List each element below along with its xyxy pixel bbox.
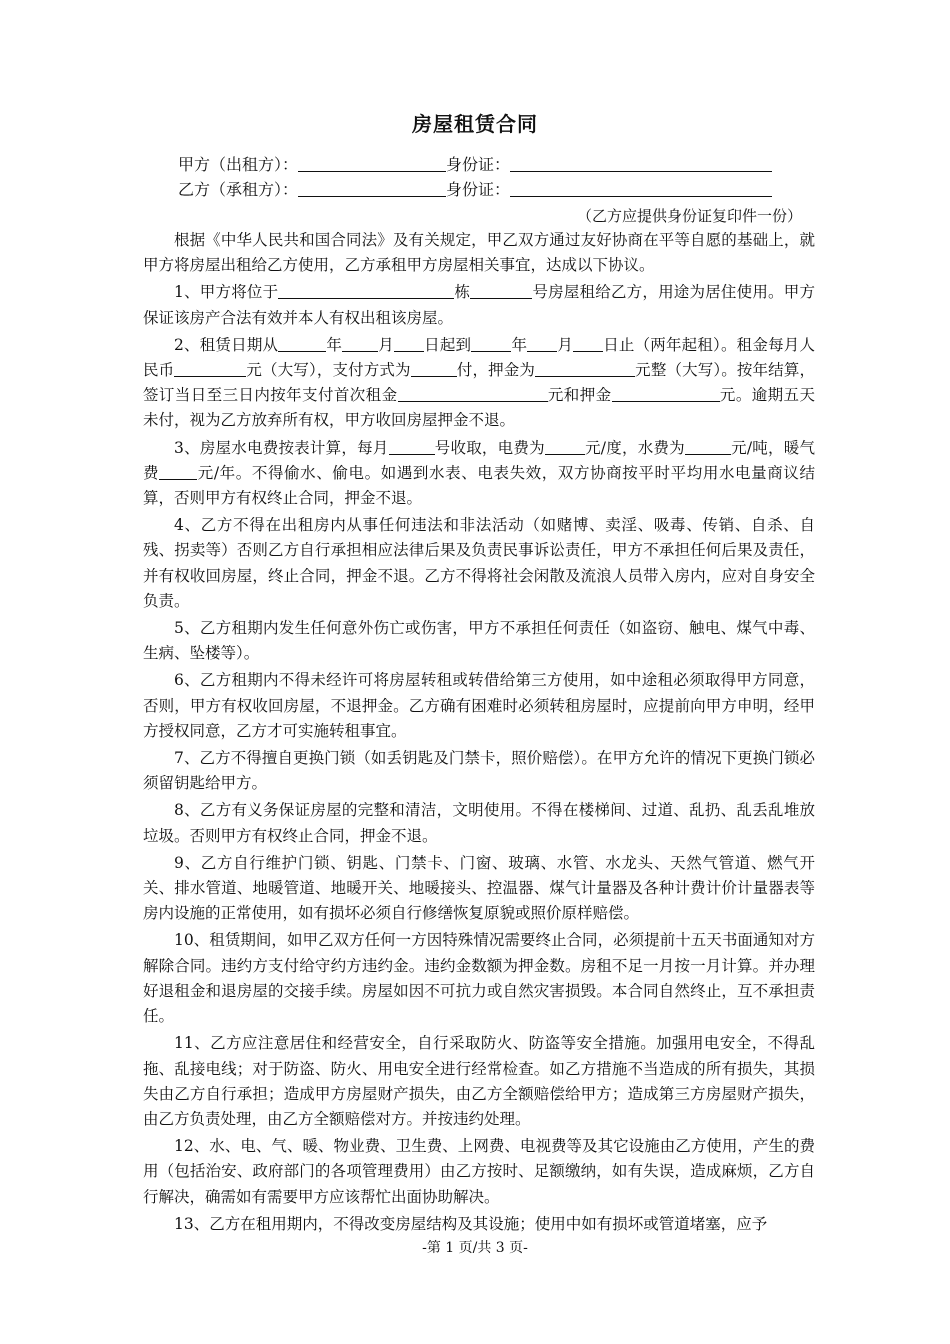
clause-1-text: 1、甲方将位于 [174, 283, 279, 302]
party-b-id-label: 身份证： [446, 180, 511, 199]
clause-2-text: 付，押金为 [456, 361, 536, 380]
clause-3-text: 元/度，水费为 [584, 438, 685, 457]
clause-3-text: 号收取，电费为 [434, 438, 545, 457]
clause-13: 13、乙方在租用期内，不得改变房屋结构及其设施；使用中如有损坏或管道堵塞，应予 [174, 1214, 768, 1233]
clause-6: 6、乙方租期内不得未经许可将房屋转租或转借给第三方使用，如中途租必须取得甲方同意，否则，甲方有权收回房屋，不退押金。乙方确有困难时必须转租房屋时，应提前向甲方申明，经甲方授权同意，乙方才可实施转租事宜。 [143, 671, 815, 740]
id-copy-note: （乙方应提供身份证复印件一份） [576, 207, 802, 225]
clause-7: 7、乙方不得擅自更换门锁（如丢钥匙及门禁卡，照价赔偿）。在甲方允许的情况下更换门锁必须留钥匙给甲方。 [143, 749, 815, 793]
clause-2-text: 月 [378, 335, 394, 354]
start-day-blank [394, 336, 424, 352]
clause-2 [143, 333, 815, 434]
clause-2-text: 年 [511, 335, 528, 354]
party-a-name-blank [298, 155, 446, 172]
party-b-line [178, 177, 772, 200]
billing-day-blank [389, 439, 435, 455]
clause-4: 4、乙方不得在出租房内从事任何违法和非法活动（如赌博、卖淫、吸毒、传销、自杀、自残、拐卖等）否则乙方自行承担相应法律后果及负责民事诉讼责任，甲方不承担任何后果及责任，并有权收回房屋，终止合同，押金不退。乙方不得将社会闲散及流浪人员带入房内，应对自身安全负责。 [143, 516, 815, 610]
clause-2-text: 年 [326, 335, 343, 354]
payment-method-blank [411, 361, 457, 377]
electricity-rate-blank [545, 439, 585, 455]
address-blank [278, 283, 454, 299]
party-a-label: 甲方（出租方）： [178, 155, 299, 174]
clause-5: 5、乙方租期内发生任何意外伤亡或伤害，甲方不承担任何责任（如盗窃、触电、煤气中毒、生病、坠楼等）。 [143, 619, 815, 663]
clause-2-text: 日起到 [423, 335, 472, 354]
party-b-name-blank [298, 180, 446, 197]
clause-10: 10、租赁期间，如甲乙双方任何一方因特殊情况需要终止合同，必须提前十五天书面通知对方解除合同。违约方支付给守约方违约金。违约金数额为押金数。房租不足一月按一月计算。并办理好退租金和退房屋的交接手续。房屋如因不可抗力或自然灾害损毁。本合同自然终止，互不承担责任。 [143, 931, 815, 1026]
party-a-line [178, 152, 772, 175]
start-year-blank [278, 336, 326, 352]
heating-fee-blank [159, 464, 197, 480]
monthly-rent-blank [174, 361, 246, 377]
clause-2-text: 月 [557, 335, 574, 354]
clause-2-text: 元整（大写）。按年结算，签订当日至三日内按年支付首次租金 [143, 361, 815, 405]
document-title: 房屋租赁合同 [412, 112, 538, 136]
clause-8: 8、乙方有义务保证房屋的完整和清洁，文明使用。不得在楼梯间、过道、乱扔、乱丢乱堆放垃圾。否则甲方有权终止合同，押金不退。 [143, 801, 815, 845]
clause-11: 11、乙方应注意居住和经营安全，自行采取防火、防盗等安全措施。加强用电安全，不得乱拖、乱接电线；对于防盗、防火、用电安全进行经常检查。如乙方措施不当造成的所有损失，其损失由乙方自行承担；造成甲方房屋财产损失，由乙方全额赔偿给甲方；造成第三方房屋财产损失，由乙方负责处理，由乙方全额赔偿对方。并按违约处理。 [143, 1034, 815, 1128]
first-rent-blank [398, 386, 548, 402]
building-number-blank [470, 283, 532, 299]
clause-1 [143, 280, 815, 330]
clause-2-text: 元（大写），支付方式为 [246, 361, 411, 380]
clause-3 [143, 436, 815, 512]
clause-12: 12、水、电、气、暖、物业费、卫生费、上网费、电视费等及其它设施由乙方使用，产生的费用（包括治安、政府部门的各项管理费用）由乙方按时、足额缴纳，如有失误，造成麻烦，乙方自行解决，确需如有需要甲方应该帮忙出面协助解决。 [143, 1137, 815, 1206]
clause-3-text: 3、房屋水电费按表计算，每月 [174, 438, 389, 457]
contract-body [143, 228, 815, 1239]
clause-1-text: 号房屋租给乙方，用途为居住使用。甲方保证该房产合法有效并本人有权出租该房屋。 [143, 283, 815, 327]
intro-paragraph: 根据《中华人民共和国合同法》及有关规定，甲乙双方通过友好协商在平等自愿的基础上，就甲方将房屋出租给乙方使用，乙方承租甲方房屋相关事宜，达成以下协议。 [143, 231, 815, 275]
end-year-blank [471, 336, 511, 352]
clause-1-text: 栋 [454, 283, 471, 302]
party-b-id-blank [510, 180, 772, 197]
deposit-blank [535, 361, 635, 377]
clause-9: 9、乙方自行维护门锁、钥匙、门禁卡、门窗、玻璃、水管、水龙头、天然气管道、燃气开关、排水管道、地暖管道、地暖开关、地暖接头、控温器、煤气计量器及各种计费计价计量器表等房内设施的正常使用，如有损坏必须自行修缮恢复原貌或照价原样赔偿。 [143, 853, 815, 923]
party-a-id-label: 身份证： [446, 155, 511, 174]
clause-3-text: 元/年。不得偷水、偷电。如遇到水表、电表失效，双方协商按平时平均用水电量商议结算，否则甲方有权终止合同，押金不退。 [143, 463, 815, 508]
clause-2-text: 2、租赁日期从 [174, 335, 279, 354]
water-rate-blank [685, 439, 731, 455]
clause-2-text: 元。逾期五天未付，视为乙方放弃所有权，甲方收回房屋押金不退。 [143, 386, 815, 430]
end-month-blank [527, 336, 557, 352]
deposit-amount-blank [612, 386, 720, 402]
clause-2-text: 元和押金 [547, 386, 612, 405]
clause-2-text: 日止（两年起租）。租金每月人民币 [143, 335, 815, 380]
start-month-blank [342, 336, 378, 352]
clause-3-text: 元/吨，暖气费 [143, 438, 815, 482]
page-number-footer: -第 1 页/共 3 页- [422, 1240, 528, 1256]
party-a-id-blank [510, 155, 772, 172]
end-day-blank [573, 336, 603, 352]
party-b-label: 乙方（承租方）： [178, 180, 299, 199]
